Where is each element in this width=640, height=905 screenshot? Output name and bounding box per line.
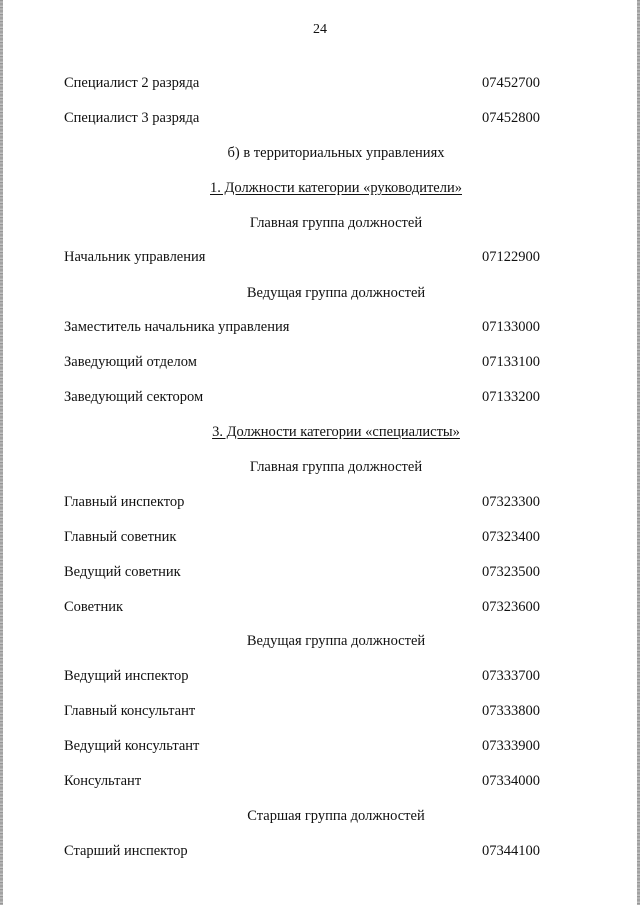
position-row (0, 72, 640, 94)
position-title: Ведущий советник (64, 564, 181, 580)
position-code: 07333900 (482, 738, 540, 754)
position-row (0, 386, 640, 408)
position-title: Заведующий отделом (64, 354, 197, 370)
group-heading: Ведущая группа должностей (246, 633, 426, 649)
position-row (0, 351, 640, 373)
category-heading (0, 177, 640, 199)
position-row (0, 735, 640, 757)
position-title: Начальник управления (64, 249, 206, 265)
position-title: Заместитель начальника управления (64, 319, 290, 335)
position-code: 07333800 (482, 703, 540, 719)
position-code: 07122900 (482, 249, 540, 265)
category-heading-text: 1. Должности категории «руководители» (210, 180, 462, 196)
position-title: Главный инспектор (64, 494, 185, 510)
position-code: 07133200 (482, 389, 540, 405)
position-row (0, 316, 640, 338)
position-code: 07452800 (482, 110, 540, 126)
position-title: Главный консультант (64, 703, 196, 719)
position-code: 07452700 (482, 75, 540, 91)
position-row (0, 665, 640, 687)
position-title: Главный советник (64, 529, 177, 545)
position-code: 07133100 (482, 354, 540, 370)
position-title: Заведующий сектором (64, 389, 204, 405)
position-code: 07323500 (482, 564, 540, 580)
position-code: 07334000 (482, 773, 540, 789)
position-row (0, 596, 640, 618)
category-heading-text: 3. Должности категории «специалисты» (212, 424, 460, 440)
position-title: Консультант (64, 773, 142, 789)
page-number: 24 (313, 22, 327, 37)
position-row (0, 107, 640, 129)
position-code: 07333700 (482, 668, 540, 684)
position-row (0, 770, 640, 792)
position-code: 07323400 (482, 529, 540, 545)
position-code: 07323600 (482, 599, 540, 615)
group-heading: Ведущая группа должностей (246, 285, 426, 301)
position-row (0, 491, 640, 513)
position-title: Ведущий консультант (64, 738, 200, 754)
position-code: 07344100 (482, 843, 540, 859)
position-title: Специалист 3 разряда (64, 110, 200, 126)
section-heading: б) в территориальных управлениях (227, 145, 445, 161)
group-heading: Старшая группа должностей (247, 808, 425, 824)
position-row (0, 700, 640, 722)
position-row (0, 246, 640, 268)
position-code: 07133000 (482, 319, 540, 335)
position-title: Советник (64, 599, 124, 615)
position-row (0, 526, 640, 548)
category-heading (0, 421, 640, 443)
group-heading: Главная группа должностей (249, 459, 423, 475)
position-row (0, 561, 640, 583)
position-title: Старший инспектор (64, 843, 188, 859)
position-title: Специалист 2 разряда (64, 75, 200, 91)
position-title: Ведущий инспектор (64, 668, 189, 684)
position-code: 07323300 (482, 494, 540, 510)
group-heading: Главная группа должностей (249, 215, 423, 231)
position-row (0, 840, 640, 862)
